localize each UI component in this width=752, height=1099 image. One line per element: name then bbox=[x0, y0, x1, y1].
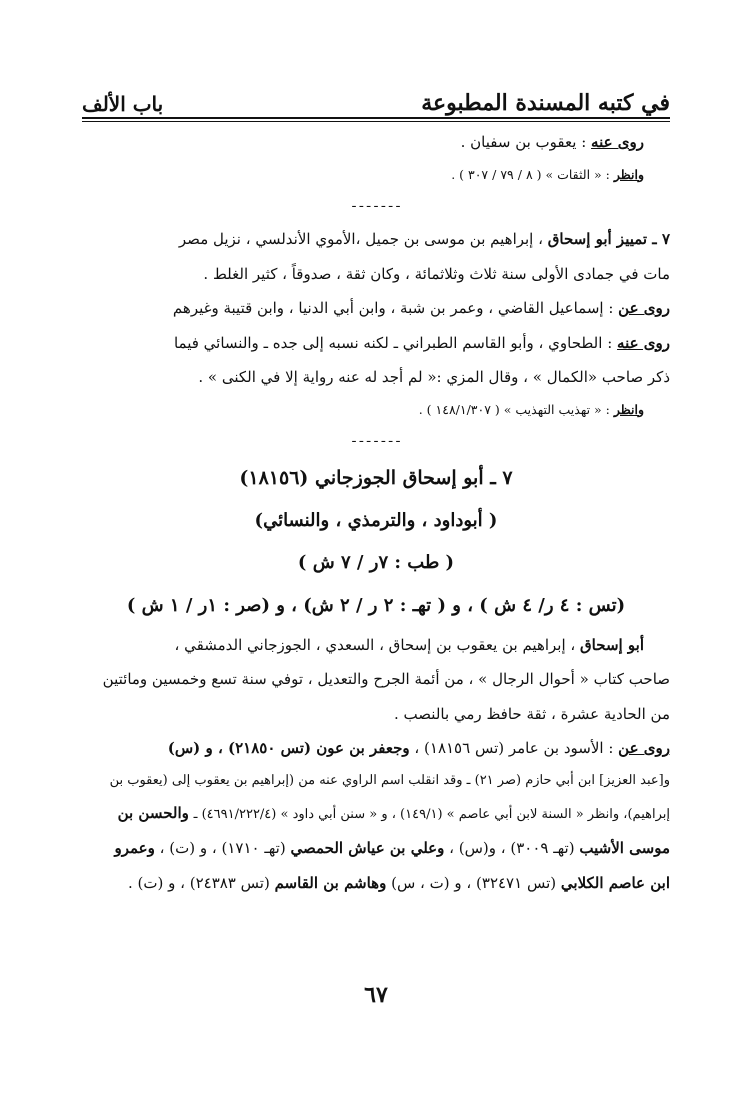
entry-books: ( أبوداود ، والترمذي ، والنسائي) bbox=[254, 510, 498, 532]
header-rule-thick bbox=[82, 117, 670, 119]
see-text: : « تهذيب التهذيب » ( ١٤٨/١/٣٠٧ ) . bbox=[418, 401, 610, 417]
rawa-anhu-text: : يعقوب بن سفيان . bbox=[460, 133, 587, 151]
rawa-an-text-4b: (تهـ ٣٠٠٩) ، و(س) ، bbox=[449, 839, 575, 858]
rawa-anhu-label: روى عنه bbox=[591, 133, 644, 151]
tamyiz-line-2: مات في جمادى الأولى سنة ثلاث وثلاثمائة ، وكان ثقة ، صدوقاً ، كثير الغلط . bbox=[203, 264, 670, 283]
tamyiz-heading: ٧ ـ تمييز أبو إسحاق bbox=[547, 230, 670, 249]
main-rawa-an-line-3 bbox=[82, 799, 670, 828]
main-name-line bbox=[82, 631, 670, 660]
main-sahib-line: صاحب كتاب « أحوال الرجال » ، من أئمة الجرح والتعديل ، توفي سنة تسع وخمسين ومائتين bbox=[102, 670, 670, 689]
rawa-an-text-3b: والحسن بن bbox=[117, 804, 189, 823]
separator-2: ـ ـ ـ ـ ـ ـ ـ bbox=[352, 431, 400, 446]
rawa-an-text-5d: (تس ٢٤٣٨٣) ، و (ت) . bbox=[127, 873, 270, 892]
page-number: ٦٧ bbox=[364, 982, 388, 1008]
section-title: باب الألف bbox=[82, 92, 164, 116]
rawa-an-text-4c: وعلي بن عياش الحمصي bbox=[290, 839, 445, 858]
main-rawa-an-line-1 bbox=[82, 734, 670, 763]
main-rawa-an-line-2: و[عبد العزيز] ابن أبي حازم (صر ٢١) ـ وقد انقلب اسم الراوي عنه من (إبراهيم بن يعقوب إلى (يعقوب بن bbox=[109, 772, 670, 788]
rawa-an-text-1b: وجعفر بن عون (تس ٢١٨٥٠) ، و (س) bbox=[167, 739, 410, 758]
rawa-an-text-4a: موسى الأشيب bbox=[579, 839, 670, 858]
header-rule-thin bbox=[82, 121, 670, 122]
rawa-an-text-1a: : الأسود بن عامر (تس ١٨١٥٦) ، bbox=[414, 739, 614, 758]
rawa-an-text-4d: (تهـ ١٧١٠) ، و (ت) ، bbox=[159, 839, 286, 858]
rawa-an-text-3a: إبراهيم)، وانظر « السنة لابن أبي عاصم » (١٤٩/١) ، و « سنن أبي داود » (٤٦٩١/٢٢٢/٤) ـ bbox=[193, 807, 670, 823]
main-hadia-line: من الحادية عشرة ، ثقة حافظ رمي بالنصب . bbox=[394, 704, 670, 723]
tamyiz-see-line bbox=[82, 398, 670, 422]
rawa-an-text-5c: وهاشم بن القاسم bbox=[274, 873, 387, 892]
rawa-an-text-4e: وعمرو bbox=[114, 839, 155, 858]
tamyiz-line-1-rest: ، إبراهيم بن موسى بن جميل ،الأموي الأندلسي ، نزيل مصر bbox=[178, 230, 543, 249]
see-label: وانظر bbox=[613, 401, 644, 417]
see-label: وانظر bbox=[613, 166, 644, 182]
main-name-bold: أبو إسحاق bbox=[580, 635, 644, 654]
prev-rawa-line bbox=[82, 128, 670, 157]
main-rawa-an-line-4 bbox=[82, 834, 670, 863]
tamyiz-rawa-anhu-line bbox=[82, 329, 670, 358]
entry-title: ٧ ـ أبو إسحاق الجوزجاني (١٨١٥٦) bbox=[239, 467, 513, 490]
page-header bbox=[82, 70, 670, 116]
rawa-an-text-5b: (تس ٣٢٤٧١) ، و (ت ، س) bbox=[391, 873, 557, 892]
main-rawa-an-line-5 bbox=[82, 869, 670, 898]
prev-see-line bbox=[82, 163, 670, 187]
see-text: : « الثقات » ( ٨ / ٧٩ / ٣٠٧ ) . bbox=[451, 166, 610, 182]
entry-refs: (تس : ٤ ر/ ٤ ش ) ، و ( تهـ : ٢ ر / ٢ ش) ، و (صر : ١ر / ١ ش ) bbox=[126, 594, 626, 616]
tamyiz-rawa-an-line bbox=[82, 294, 670, 323]
page-body bbox=[82, 128, 670, 903]
rawa-an-label: روى عن bbox=[618, 299, 670, 318]
rawa-an-text-5a: ابن عاصم الكلابي bbox=[560, 873, 670, 892]
running-title: في كتبه المسندة المطبوعة bbox=[421, 90, 670, 116]
main-name-rest: ، إبراهيم بن يعقوب بن إسحاق ، السعدي ، الجوزجاني الدمشقي ، bbox=[174, 635, 576, 654]
tamyiz-line-1 bbox=[82, 225, 670, 254]
separator-1: ـ ـ ـ ـ ـ ـ ـ bbox=[352, 196, 400, 211]
rawa-anhu-text: : الطحاوي ، وأبو القاسم الطبراني ـ لكنه نسبه إلى جده ـ والنسائي فيما bbox=[173, 333, 613, 352]
tamyiz-dhakar-line: ذكر صاحب «الكمال » ، وقال المزي :« لم أجد له عنه رواية إلا في الكنى » . bbox=[198, 368, 670, 387]
entry-tab-ref: ( طب : ٧ر / ٧ ش ) bbox=[297, 552, 455, 574]
rawa-an-label: روى عن bbox=[618, 739, 670, 758]
rawa-an-text: : إسماعيل القاضي ، وعمر بن شبة ، وابن أبي الدنيا ، وابن قتيبة وغيرهم bbox=[172, 299, 614, 318]
rawa-anhu-label: روى عنه bbox=[617, 333, 670, 352]
